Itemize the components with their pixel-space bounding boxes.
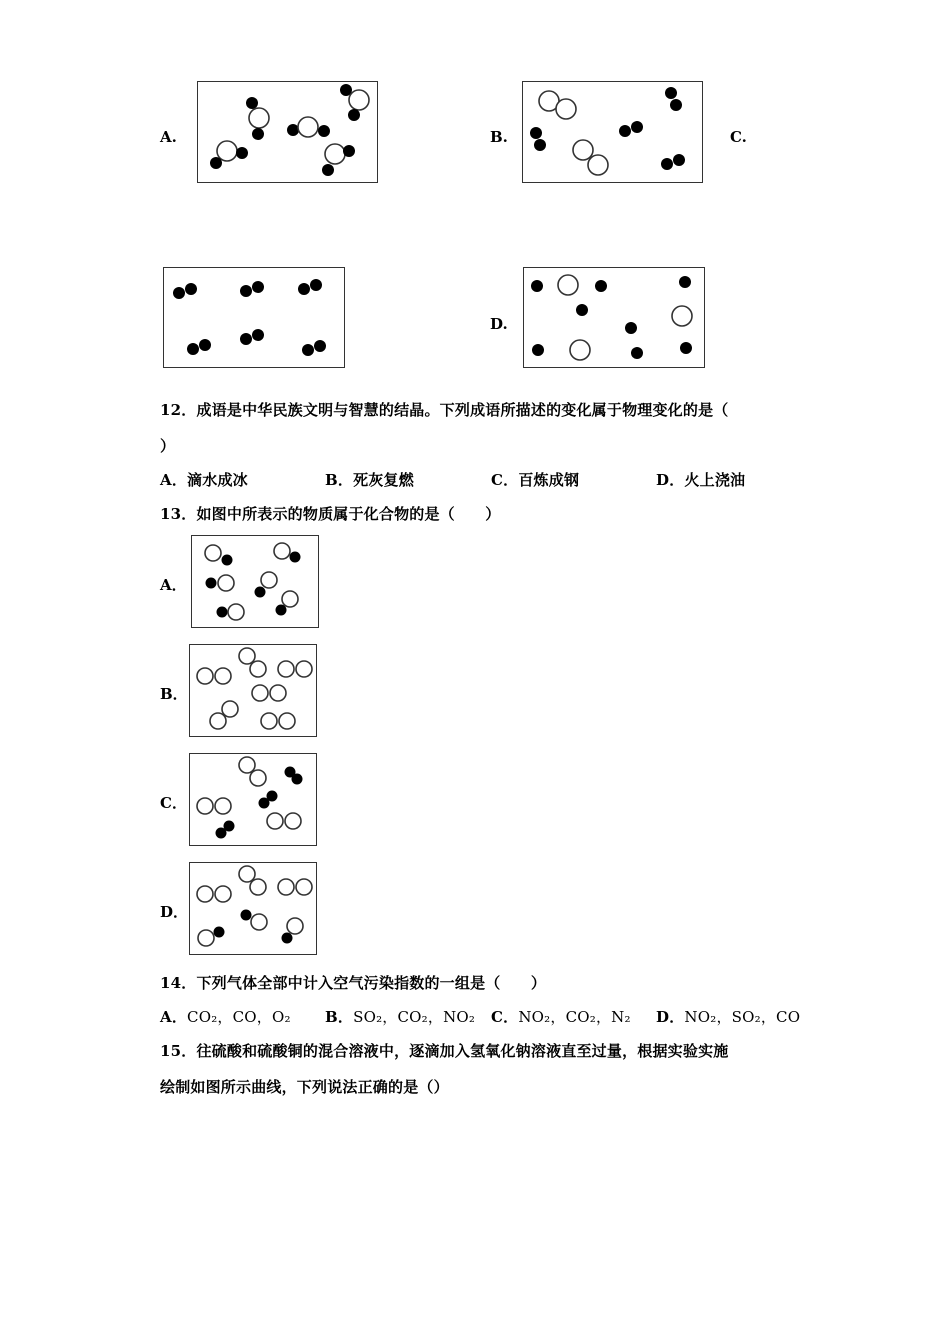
q15-stem-cont: 绘制如图所示曲线，下列说法正确的是（） (160, 1078, 449, 1096)
q13-option-b-label: B． (160, 685, 188, 703)
option-text: 滴水成冰 (187, 471, 248, 489)
q11-option-d-diagram (523, 267, 705, 368)
q13-option-d-label: D． (160, 903, 189, 921)
option-text: NO₂，SO₂，CO (684, 1008, 801, 1026)
q14-option-b (325, 1006, 475, 1027)
option-text: CO₂，CO，O₂ (187, 1008, 291, 1026)
option-text: SO₂，CO₂，NO₂ (353, 1008, 476, 1026)
molecule-diagram (190, 863, 315, 953)
molecule-diagram (164, 268, 343, 366)
q12-stem-cont: ） (160, 437, 176, 455)
option-text: NO₂，CO₂，N₂ (518, 1008, 631, 1026)
option-label: D． (656, 1008, 685, 1026)
q15-stem: 15．往硫酸和硫酸铜的混合溶液中，逐滴加入氢氧化钠溶液直至过量，根据实验实施 (160, 1042, 729, 1060)
q11-option-b-label: B. (490, 128, 508, 146)
option-text: 百炼成钢 (518, 471, 580, 489)
q11-option-c-diagram (163, 267, 345, 368)
option-label: C． (491, 1008, 519, 1026)
q14-option-d (656, 1006, 800, 1027)
q13-option-a-label: A． (160, 576, 187, 594)
option-label: C． (491, 471, 519, 489)
molecule-diagram (523, 82, 701, 181)
q13-option-a-diagram (191, 535, 319, 628)
q12-option-a (160, 469, 248, 490)
q13-option-c-diagram (189, 753, 317, 846)
q11-option-a-label: A. (160, 128, 177, 146)
molecule-diagram (192, 536, 317, 626)
q13-stem: 13．如图中所表示的物质属于化合物的是（ ） (160, 505, 501, 523)
option-text: 火上浇油 (684, 471, 746, 489)
q12-option-c (491, 469, 579, 490)
q14-option-c (491, 1006, 631, 1027)
molecule-diagram (198, 82, 376, 181)
q13-option-d-diagram (189, 862, 317, 955)
q11-option-c-label: C. (730, 128, 747, 146)
q12-option-d (656, 469, 745, 490)
q11-option-a-diagram (197, 81, 378, 183)
molecule-diagram (524, 268, 703, 366)
q11-option-d-label: D. (490, 315, 508, 333)
q14-option-a (160, 1006, 291, 1027)
molecule-diagram (190, 645, 315, 735)
q12-option-b (325, 469, 414, 490)
q13-option-c-label: C． (160, 794, 187, 812)
q11-option-b-diagram (522, 81, 703, 183)
option-label: A． (160, 471, 188, 489)
option-label: D． (656, 471, 685, 489)
molecule-diagram (190, 754, 315, 844)
q12-stem: 12．成语是中华民族文明与智慧的结晶。下列成语所描述的变化属于物理变化的是（ (160, 401, 729, 419)
option-label: A． (160, 1008, 188, 1026)
option-label: B． (325, 471, 354, 489)
option-text: 死灰复燃 (353, 471, 414, 489)
q13-option-b-diagram (189, 644, 317, 737)
option-label: B． (325, 1008, 354, 1026)
q14-stem: 14．下列气体全部中计入空气污染指数的一组是（ ） (160, 974, 547, 992)
